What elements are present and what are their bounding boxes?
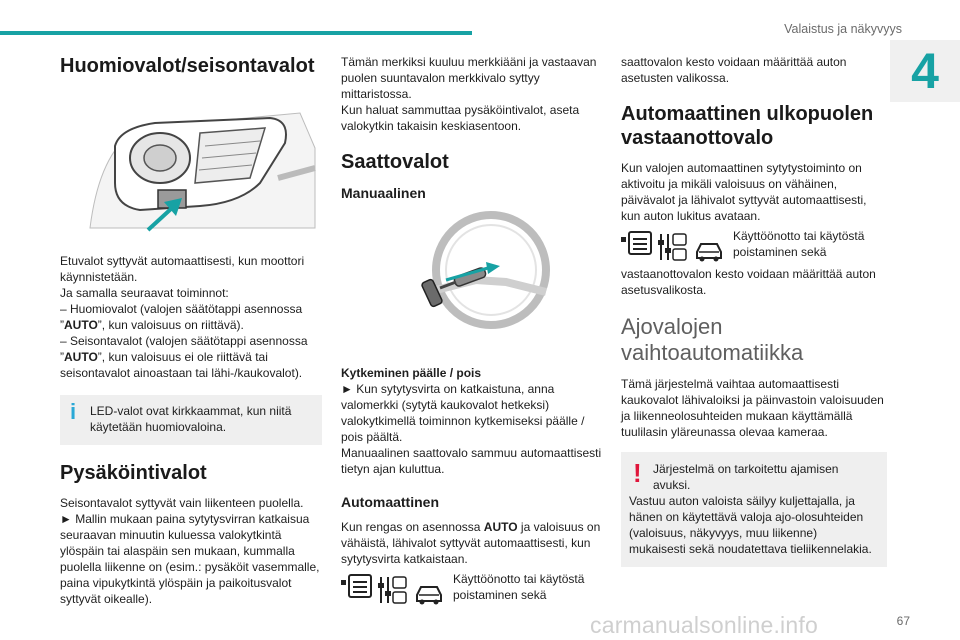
info-note (60, 395, 322, 445)
chapter-number: 4 (911, 43, 939, 99)
watermark: carmanualsonline.info (590, 612, 818, 638)
steering-column-illustration (396, 210, 607, 355)
para-automatic: Kun rengas on asennossa AUTO ja valoisuus on vähäistä, lähivalot syttyvät automaattisesti, kun sytytysvirta katkaistaan. (341, 520, 601, 566)
warning-line-1: Järjestelmä on tarkoitettu ajamisen avuksi. (653, 462, 839, 492)
para-manual-off: Manuaalinen saattovalo sammuu automaattisesti tietyn ajan kuluttua. (341, 446, 602, 476)
para-welcome: Kun valojen automaattinen sytytystoiminto on aktivoitu ja mikäli valoisuus on vähäinen, päivävalot ja lähivalot syttyvät automaattisesti, kun auton lukitus avataan. (621, 161, 867, 223)
warning-note (621, 452, 887, 567)
warning-line-2: Vastuu auton valoista säilyy kuljettajalla, ja hänen on käytettävä valoja ajo-olosuhteiden (valoisuus, näkyvyys, muu liikenne) mukaisesti sekä noudatettava tieliikennelakia. (629, 494, 872, 556)
heading-automatic: Automaattinen (341, 494, 439, 510)
header-accent-bar (0, 31, 472, 35)
para-intro: Etuvalot syttyvät automaattisesti, kun moottori käynnistetään. (60, 254, 305, 284)
para-parking: – Seisontavalot (valojen säätötappi asennossa ”AUTO”, kun valoisuus ei ole riittävä tai seisontavalot ainoastaan tai lähi-/kaukovalot). (60, 334, 308, 380)
column-3 (621, 54, 887, 567)
icon-row-text-2: Käyttöönotto tai käytöstä poistaminen sekä (733, 229, 865, 259)
column-2 (341, 54, 607, 609)
settings-icon-row (341, 573, 607, 609)
settings-icon-row-2 (621, 230, 887, 266)
headlamp-illustration (60, 88, 322, 243)
column-1 (60, 54, 322, 607)
para-signal: Tämän merkiksi kuuluu merkkiääni ja vastaavan puolen suuntavalon merkkivalo syttyy mittaristossa. (341, 55, 597, 101)
settings-menu-icon (378, 577, 406, 603)
para-daytime: – Huomiovalot (valojen säätötappi asennossa ”AUTO”, kun valoisuus on riittävä). (60, 302, 303, 332)
screen-menu-icon (621, 232, 651, 254)
car-icon (697, 244, 721, 262)
para-parking-side: Seisontavalot syttyvät vain liikenteen puolella. (60, 496, 304, 510)
heading-huomiovalot: Huomiovalot/seisontavalot (60, 55, 315, 77)
heading-saattovalot: Saattovalot (341, 151, 449, 173)
heading-pysakointivalot: Pysäköintivalot (60, 462, 207, 484)
para-parking-instructions: ► Mallin mukaan paina sytytysvirran katkaisua seuraavan minuutin kuluessa valokytkintä ylöspäin tai alaspäin sen mukaan, kummalla puolella liikenne on (esim.: pysäköit vasemmalle, paina vipukytkintä ylöspäin ja paikoitusvalot syttyvät oikealle). (60, 512, 320, 606)
para-toggle-title: Kytkeminen päälle / pois (341, 366, 482, 380)
info-note-text: LED-valot ovat kirkkaammat, kun niitä käytetään huomiovaloina. (90, 404, 292, 434)
heading-auto-high-beam: Ajovalojen vaihtoautomatiikka (621, 314, 804, 365)
page-number: 67 (896, 614, 910, 628)
car-icon (417, 587, 441, 605)
icon-row-text: Käyttöönotto tai käytöstä poistaminen sekä (453, 572, 585, 602)
para-welcome-duration: vastaanottovalon kesto voidaan määrittää auton asetusvalikosta. (621, 267, 876, 297)
settings-menu-icon (658, 234, 686, 260)
chapter-tab (890, 40, 960, 102)
para-functions: Ja samalla seuraavat toiminnot: (60, 286, 229, 300)
heading-manual: Manuaalinen (341, 185, 426, 201)
para-toggle-instructions: ► Kun sytytysvirta on katkaistuna, anna valomerkki (sytytä kaukovalot hetkeksi) valokytkimellä toiminnon kytkemiseksi päälle / pois päältä. (341, 382, 585, 444)
info-icon: i (70, 399, 77, 424)
para-duration: saattovalon kesto voidaan määrittää auton asetusten valikossa. (621, 55, 847, 85)
warning-icon: ! (633, 458, 642, 488)
screen-menu-icon (341, 575, 371, 597)
para-switch-off: Kun haluat sammuttaa pysäköintivalot, aseta valokytkin takaisin keskiasentoon. (341, 103, 580, 133)
para-auto-high-beam: Tämä järjestelmä vaihtaa automaattisesti kaukovalot lähivaloiksi ja päinvastoin valoisuuden ja liikenneolosuhteiden mukaan käyttämällä tuulilasin yläreunassa olevaa kameraa. (621, 377, 884, 439)
heading-welcome-light: Automaattinen ulkopuolen vastaanottovalo (621, 103, 874, 149)
section-title: Valaistus ja näkyvyys (784, 22, 902, 36)
